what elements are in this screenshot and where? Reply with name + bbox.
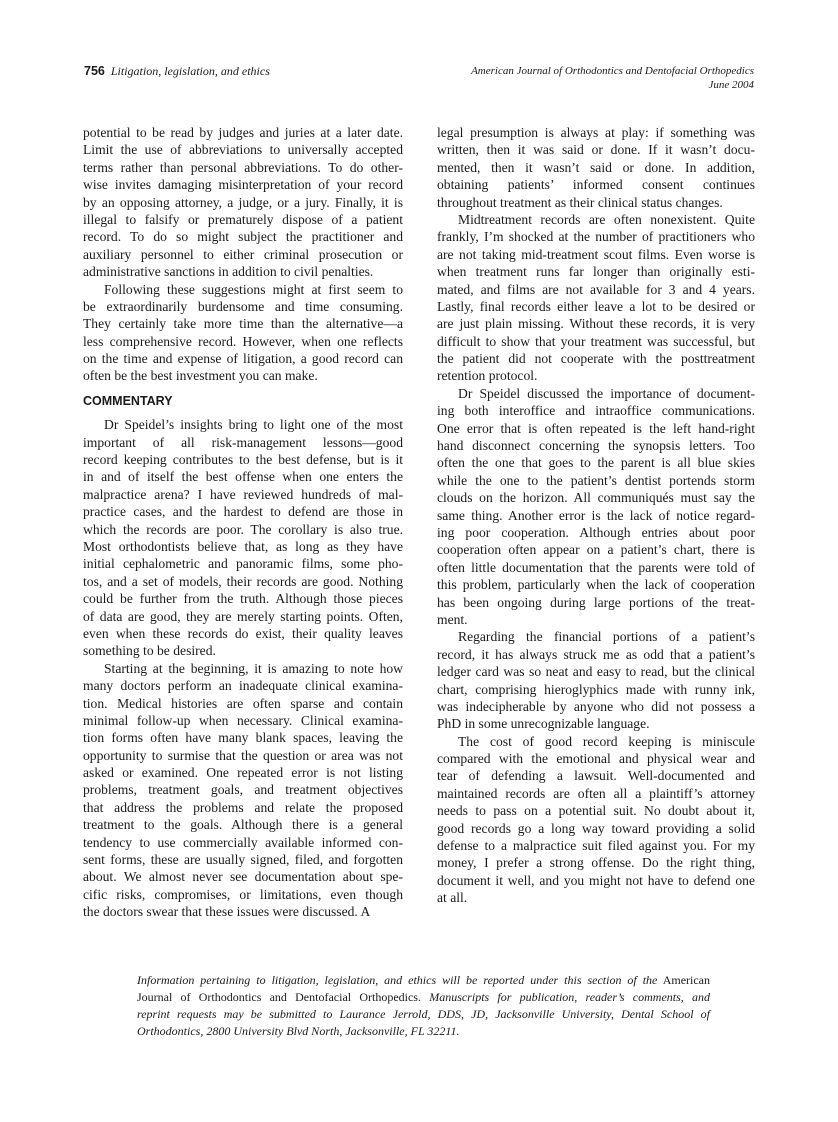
text-line: Starting at the beginning, it is amazing to note how (104, 660, 403, 676)
text-line: wise invites damaging misinterpretation of your record (83, 177, 403, 193)
text-line: potential to be read by judges and juries at a later date. (83, 125, 403, 140)
text-line: asked or examined. One repeated error is not listing (83, 765, 403, 781)
text-line: obtaining patients’ informed consent continues (437, 177, 755, 193)
text-line: legal presumption is always at play: if something was (437, 125, 755, 140)
text-line: often little documentation that the parents were told of (437, 559, 755, 575)
text-line: minimal follow-up when necessary. Clinical examina- (83, 712, 403, 728)
text-line: Following these suggestions might at first seem to (104, 281, 403, 297)
text-line: written, then it was said or done. If it wasn’t docu- (437, 142, 755, 158)
paragraph (437, 733, 755, 907)
text-line: defense to a malpractice suit filed against you. For my (437, 838, 755, 854)
text-line: same thing. Another error is the lack of notice regard- (437, 507, 755, 523)
running-header-left (84, 64, 270, 79)
text-line: tear of defending a lawsuit. Well-documented and (437, 768, 755, 784)
text-line: often be the best investment you can make. (83, 368, 318, 384)
text-line: ing both interoffice and intraoffice communications. (437, 403, 755, 419)
text-line: Midtreatment records are often nonexistent. Quite (458, 211, 755, 227)
text-line: at all. (437, 890, 468, 906)
section-footnote: Information pertaining to litigation, legislation, and ethics will be reported under this section of the American Journal of Orthodontics and Dentofacial Orthopedics. Manuscripts for publication, reader’s comments, and reprint requests may be submitted to Laurance Jerrold, DDS, JD, Jacksonville University, Dental School of Orthodontics, 2800 University Blvd North, Jacksonville, FL 32211. (137, 973, 711, 1038)
text-line: record keeping contributes to the best defense, but is it (83, 452, 403, 468)
text-line: the doctors swear that these issues were discussed. A (83, 904, 371, 920)
text-line: Regarding the financial portions of a patient’s (458, 629, 755, 645)
text-line: The cost of good record keeping is miniscule (458, 733, 755, 749)
running-header-right (471, 64, 754, 92)
text-line: Dr Speidel discussed the importance of document- (458, 385, 755, 401)
text-line: less comprehensive record. However, when one reflects (83, 333, 403, 349)
text-line: Limit the use of abbreviations to universally accepted (83, 142, 403, 158)
text-line: needs to pass on a potential suit. No doubt about it, (437, 803, 755, 819)
text-line: that address the problems and relate the proposed (83, 799, 403, 815)
text-line: clouds on the horizon. All communiqués must say the (437, 490, 755, 506)
text-line: mated, and films are not available for 3 and 4 years. (437, 281, 755, 297)
page-number: 756 (84, 64, 105, 78)
text-line: something to be desired. (83, 643, 216, 659)
text-line: ment. (437, 611, 468, 627)
text-line: malpractice arena? I have reviewed hundreds of mal- (83, 486, 403, 502)
journal-title: American Journal of Orthodontics and Dentofacial Orthopedics (471, 65, 754, 77)
paragraph (437, 385, 755, 628)
text-line: Lastly, final records either leave a lot to be desired or (437, 298, 755, 314)
text-line: could be further from the truth. Although those pieces (83, 591, 403, 607)
text-line: They certainly take more time than the alternative—a (83, 316, 403, 332)
text-line: retention protocol. (437, 368, 538, 384)
text-line: sent forms, these are usually signed, filed, and forgotten (83, 852, 403, 868)
text-line: be extraordinarily burdensome and time consuming. (83, 298, 403, 314)
text-line: compared with the emotional and physical wear and (437, 751, 755, 767)
issue-date: June 2004 (708, 79, 754, 91)
text-line: terms rather than personal abbreviations. To do other- (83, 159, 403, 175)
text-line: tion forms often have many blank spaces, leaving the (83, 730, 403, 746)
text-line: opportunity to surmise that the question or area was not (83, 747, 403, 763)
text-line: which the records are poor. The corollary is also true. (83, 521, 403, 537)
paragraph (83, 416, 403, 659)
paragraph (437, 124, 755, 211)
text-line: maintained records are often all a plaintiff’s attorney (437, 785, 755, 801)
text-line: frankly, I’m shocked at the number of practitioners who (437, 229, 755, 245)
paragraph (437, 211, 755, 385)
text-line: Most orthodontists believe that, as long as they have (83, 538, 403, 554)
text-line: many doctors perform an inadequate clinical examina- (83, 678, 403, 694)
text-line: problems, treatment goals, and treatment objectives (83, 782, 403, 798)
text-line: are not taking mid-treatment scout films. Even worse is (437, 246, 755, 262)
text-line: on the time and expense of litigation, a good record can (83, 351, 403, 367)
text-line: illegal to falsify or prematurely dispose of a patient (83, 211, 403, 227)
text-line: the patient did not cooperate with the posttreatment (437, 351, 755, 367)
text-line: record, it has always struck me as odd that a patient’s (437, 646, 755, 662)
text-line: hand disconnect concerning the synopsis letters. Too (437, 438, 755, 454)
text-line: difficult to show that your treatment was successful, but (437, 333, 755, 349)
text-line: cific risks, compromises, or limitations, even though (83, 886, 403, 902)
text-line: by an opposing attorney, a judge, or a jury. Finally, it is (83, 194, 403, 210)
text-line: mented, then it wasn’t said or done. In addition, (437, 159, 755, 175)
text-line: of data are good, they are merely starting points. Often, (83, 608, 403, 624)
paragraph (437, 628, 755, 732)
text-line: even when these records do exist, their quality leaves (83, 625, 403, 641)
paragraph (83, 660, 403, 921)
text-line: ing poor cooperation. Although entries about poor (437, 524, 755, 540)
text-line: document it well, and you might not have to defend one (437, 872, 755, 888)
text-line: One error that is often repeated is the left hand-right (437, 420, 755, 436)
text-line: tion. Medical histories are often sparse and contain (83, 695, 403, 711)
text-line: tos, and a set of models, their records are good. Nothing (83, 573, 403, 589)
text-line: cooperation often appear on a patient’s chart, there is (437, 542, 755, 558)
text-line: about. We almost never see documentation about spe- (83, 869, 403, 885)
paragraph (83, 281, 403, 385)
text-line: ledger card was so neat and easy to read, but the clinical (437, 664, 755, 680)
text-line: initial cephalometric and panoramic films, some pho- (83, 556, 403, 572)
text-line: often the one that goes to the parent is all blue skies (437, 455, 755, 471)
text-line: has been ongoing during large portions of the treat- (437, 594, 755, 610)
text-line: money, I prefer a strong offense. Do the right thing, (437, 855, 755, 871)
text-line: important of all risk-management lessons—good (83, 434, 403, 450)
text-line: when treatment runs far longer than originally esti- (437, 264, 755, 280)
text-line: in and of itself the best offense when one enters the (83, 469, 403, 485)
text-line: PhD in some unrecognizable language. (437, 716, 650, 732)
text-line: are just plain missing. Without these records, it is very (437, 316, 755, 332)
text-line: Dr Speidel’s insights bring to light one of the most (104, 417, 403, 433)
text-line: administrative sanctions in addition to civil penalties. (83, 264, 374, 280)
text-line: tendency to use commercially available informed con- (83, 834, 403, 850)
section-heading: COMMENTARY (83, 393, 173, 408)
text-line: auxiliary personnel to either criminal prosecution or (83, 246, 403, 262)
section-title: Litigation, legislation, and ethics (110, 64, 270, 78)
left-column (83, 124, 403, 921)
text-line: practice cases, and the hardest to defend are those in (83, 504, 403, 520)
text-line: treatment to the goals. Although there is a general (83, 817, 403, 833)
text-line: this problem, particularly when the lack of cooperation (437, 577, 755, 593)
text-line: was indecipherable by anyone who did not possess a (437, 698, 755, 714)
text-line: record. To do so might subject the practitioner and (83, 229, 403, 245)
text-line: while the one to the patient’s dentist portends storm (437, 472, 755, 488)
right-column (437, 124, 755, 907)
text-line: throughout treatment as their clinical status changes. (437, 194, 723, 210)
text-line: good records go a long way toward providing a solid (437, 820, 755, 836)
text-line: chart, comprising hieroglyphics made with runny ink, (437, 681, 755, 697)
paragraph (83, 124, 403, 281)
